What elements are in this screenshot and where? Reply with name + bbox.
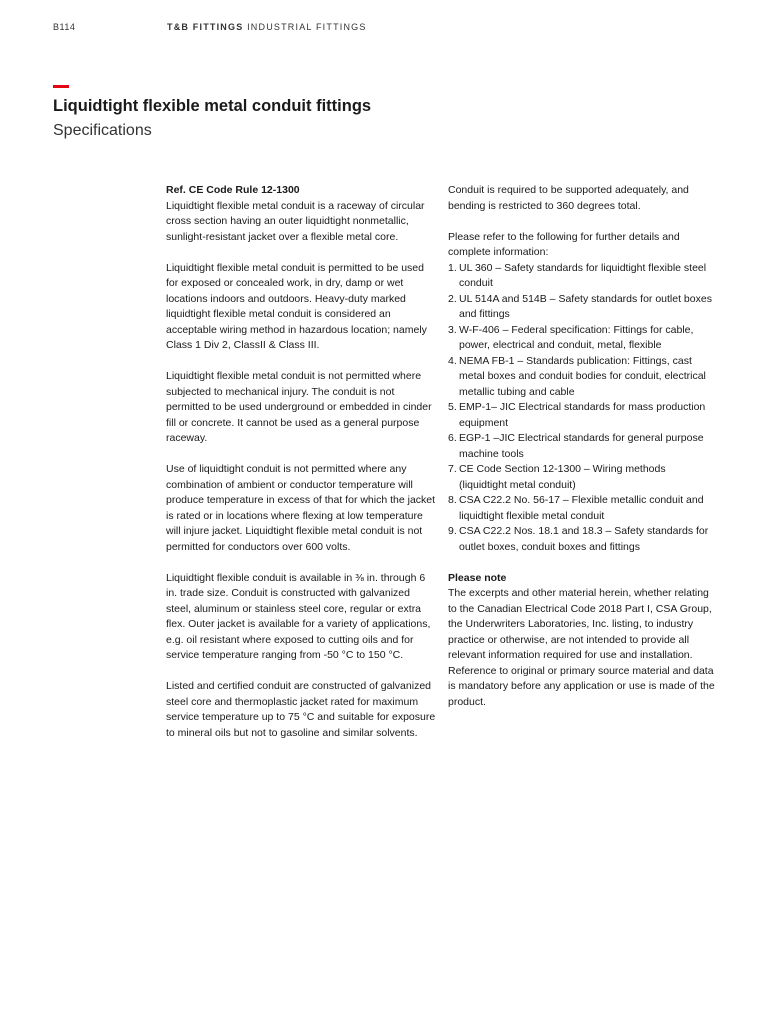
reference-item	[448, 493, 716, 524]
reference-text: UL 360 – Safety standards for liquidtight flexible steel conduit	[459, 261, 707, 289]
note-paragraph	[448, 571, 716, 711]
page-subtitle: Specifications	[53, 122, 152, 139]
reference-text: CSA C22.2 No. 56-17 – Flexible metallic conduit and liquidtight flexible metal conduit	[459, 494, 704, 522]
left-column	[166, 183, 436, 757]
right-column	[448, 183, 716, 726]
reference-text: CE Code Section 12-1300 – Wiring methods (liquidtight metal conduit)	[459, 463, 666, 491]
section-name: INDUSTRIAL FITTINGS	[247, 22, 367, 32]
reference-number: 5.	[448, 401, 457, 413]
brand-name: T&B FITTINGS	[167, 22, 244, 32]
paragraph: Listed and certified conduit are constructed of galvanized steel core and thermoplastic jacket rated for maximum service temperature up to 75 °C and suitable for exposure to mineral oils but not to gasoline and similar solvents.	[166, 680, 436, 739]
reference-item	[448, 354, 716, 401]
running-header	[167, 22, 367, 32]
reference-number: 2.	[448, 292, 457, 305]
reference-text: NEMA FB-1 – Standards publication: Fittings, cast metal boxes and conduit bodies for conduit, electrical metallic tubing and cable	[459, 354, 706, 398]
reference-text: CSA C22.2 Nos. 18.1 and 18.3 – Safety standards for outlet boxes, conduit boxes and fittings	[459, 525, 709, 553]
reference-text: EMP-1– JIC Electrical standards for mass production equipment	[459, 401, 706, 429]
accent-bar	[53, 85, 69, 88]
reference-item	[448, 524, 716, 555]
page-title: Liquidtight flexible metal conduit fittings	[53, 97, 372, 115]
page-number: B114	[53, 22, 76, 32]
reference-list	[448, 261, 716, 556]
reference-number: 3.	[448, 323, 457, 336]
reference-text: UL 514A and 514B – Safety standards for outlet boxes and fittings	[459, 292, 712, 320]
reference-text: EGP-1 –JIC Electrical standards for general purpose machine tools	[459, 432, 704, 460]
reference-number: 4.	[448, 354, 457, 367]
paragraph: Liquidtight flexible metal conduit is not permitted where subjected to mechanical injury. The conduit is not permitted to be used underground or embedded in cinder fill or concrete. It cannot be used as a general purpose raceway.	[166, 370, 432, 444]
reference-item	[448, 431, 716, 462]
reference-item	[448, 323, 716, 354]
reference-number: 6.	[448, 432, 457, 444]
intro-paragraph	[166, 183, 436, 245]
support-paragraph: Conduit is required to be supported adequately, and bending is restricted to 360 degrees total.	[448, 184, 689, 212]
paragraph: Liquidtight flexible metal conduit is permitted to be used for exposed or concealed work, in dry, damp or wet locations indoors and outdoors. Heavy-duty marked liquidtight flexible metal conduit is considered an acceptable wiring method in hazardous location; namely Class 1 Div 2, ClassII & Class III.	[166, 261, 427, 351]
reference-number: 1.	[448, 261, 457, 274]
reference-item	[448, 400, 716, 431]
reference-item	[448, 462, 716, 493]
paragraph: Liquidtight flexible conduit is available in ⅜ in. through 6 in. trade size. Conduit is constructed with galvanized steel, aluminum or stainless steel core, regular or extra flex. Outer jacket is available for a variety of applications, e.g. oil resistant where exposed to cutting oils and for service temperature ranging from -50 °C to 150 °C.	[166, 571, 431, 661]
note-text: The excerpts and other material herein, whether relating to the Canadian Electrical Code 2018 Part I, CSA Group, the Underwriters Laboratories, Inc. listing, to industry practice or otherwise, are not intended to provide all relevant information required for use and installation. Reference to original or primary source material and data is mandatory before any application or use is made of the product.	[448, 587, 715, 708]
reference-number: 8.	[448, 494, 457, 506]
refer-paragraph: Please refer to the following for further details and complete information:	[448, 230, 680, 258]
reference-number: 9.	[448, 525, 457, 537]
reference-number: 7.	[448, 463, 457, 475]
reference-item	[448, 261, 716, 292]
reference-text: W-F-406 – Federal specification: Fittings for cable, power, electrical and conduit, metal, flexible	[459, 323, 694, 351]
paragraph-text: Liquidtight flexible metal conduit is a raceway of circular cross section having an outer liquidtight nonmetallic, sunlight-resistant jacket over a flexible metal core.	[166, 199, 425, 243]
paragraph: Use of liquidtight conduit is not permitted where any combination of ambient or conductor temperature will produce temperature in excess of that for which the jacket is rated or in locations where flexing at low temperature will injure jacket. Liquidtight flexible metal conduit is not permitted for conductors over 600 volts.	[166, 463, 436, 553]
ref-heading: Ref. CE Code Rule 12-1300	[166, 184, 300, 196]
reference-item	[448, 292, 716, 323]
note-heading: Please note	[448, 571, 507, 584]
